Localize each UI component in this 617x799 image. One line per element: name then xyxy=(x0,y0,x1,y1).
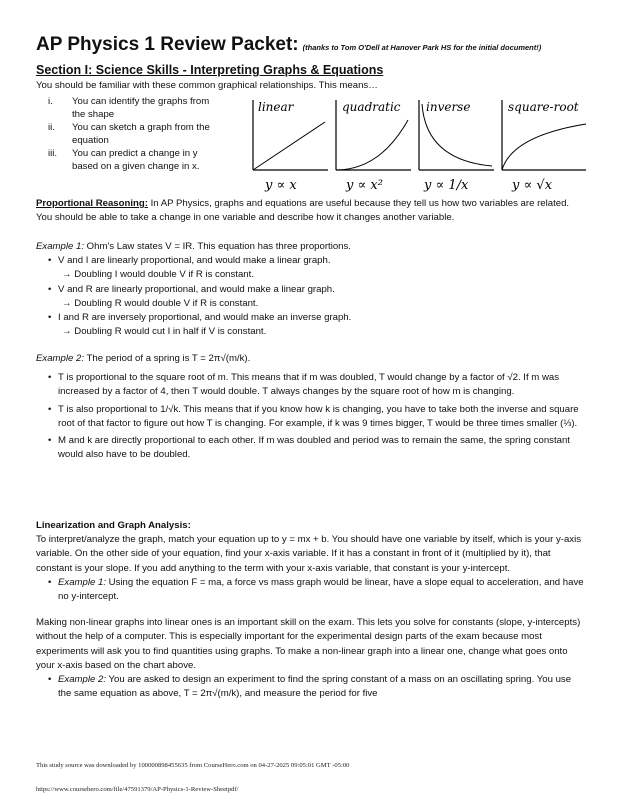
footer-url[interactable]: https://www.coursehero.com/file/47591379/AP-Physics-1-Review-Sheetpdf/ xyxy=(36,786,239,793)
graph-linear xyxy=(253,100,328,193)
example1-section: Example 1: Ohm's Law states V = IR. This equation has three proportions. • V and I are linearly proportional, and would make a linear graph. → Doubling I would double V if R is constant. • V and R are linearly proportional, and would make a linear graph. → Doubling R would double V if R is constant. • I and R are inversely proportional, and would make an inverse graph. → Doubling R would cut I in half if V is constant. xyxy=(36,240,584,339)
list-item: • T is proportional to the square root of m. This means that if m was doubled, T would change by a factor of √2. If m was increased by a factor of 4, then T would double. T always changes by the square root of how m is changing. xyxy=(48,371,584,399)
quadratic-curve xyxy=(336,120,408,170)
list-item: • V and R are linearly proportional, and would make a linear graph. → Doubling R would double V if R is constant. xyxy=(48,283,584,311)
example2-label: Example 2: xyxy=(36,353,84,364)
graph-formula: y ∝ 1/x xyxy=(424,178,469,193)
list-item: ii. You can sketch a graph from the equation xyxy=(48,122,210,146)
graph-label: square-root xyxy=(508,100,579,114)
linearization-paragraph2: Making non-linear graphs into linear ones is an important skill on the exam. This lets you solve for constants (slope, y-intercepts) without the help of a computer. This is especially important for the experimental design parts of the exam because most experiments will ask you to find quantities using graphs. To make a non-linear graph into a linear one, change what goes onto your x-axis based on the chart above. xyxy=(36,617,581,671)
graph-quadratic xyxy=(336,100,411,193)
section-heading: Section I: Science Skills - Interpreting Graphs & Equations xyxy=(36,63,384,77)
proportional-paragraph: Proportional Reasoning: In AP Physics, graphs and equations are useful because they tell us how two variables are related. You should be able to take a change in one variable and describe how it changes another variable. xyxy=(36,198,570,224)
example2-section: Example 2: The period of a spring is T = 2π√(m/k). • T is proportional to the square root of m. This means that if m was doubled, T would change by a factor of √2. If m was increased by a factor of 4, then T would double. T always changes by the square root of how m is changing. • T is also proportional to 1/√k. This means that if you know how k is changing, you have to take both the inverse and square root of that factor to figure out how T is changing. For example, if k was 9 times bigger, T would be three times smaller (⅓). • M and k are directly proportional to each other. If m was doubled and period was to remain the same, the spring constant would also have to be doubled. xyxy=(36,352,584,462)
list-item: • V and I are linearly proportional, and would make a linear graph. → Doubling I would double V if R is constant. xyxy=(48,254,584,282)
graph-label: linear xyxy=(258,100,294,114)
list-item: • Example 1: Using the equation F = ma, a force vs mass graph would be linear, have a slope equal to acceleration, and have no y-intercept. xyxy=(48,576,584,604)
intro-text: You should be familiar with these common graphical relationships. This means… xyxy=(36,80,378,91)
graph-inverse xyxy=(419,100,494,193)
graph-formula: y ∝ x xyxy=(265,178,297,193)
footer-source: This study source was downloaded by 100000898455635 from CourseHero.com on 04-27-2025 09:05:01 GMT -05:00 xyxy=(36,762,350,769)
proportional-heading: Proportional Reasoning: xyxy=(36,198,148,209)
title-credit: (thanks to Tom O'Dell at Hanover Park HS for the initial document!) xyxy=(302,43,542,52)
list-item: • M and k are directly proportional to each other. If m was doubled and period was to remain the same, the spring constant would also have to be doubled. xyxy=(48,434,584,462)
page-title: AP Physics 1 Review Packet: (thanks to Tom O'Dell at Hanover Park HS for the initial document!) xyxy=(36,34,542,55)
linearization-text: To interpret/analyze the graph, match your equation up to y = mx + b. You should have one variable by itself, which is your y-axis variable. On the other side of your equation, find your x-axis variable. If it has a constant in front of it (multiplied by it), that constant is your slope. If you add anything to the term with your x-axis variable, that constant is your y-intercept. xyxy=(36,534,582,574)
graph-formula: y ∝ √x xyxy=(512,178,553,193)
graph-square-root xyxy=(502,100,586,193)
linearization-section xyxy=(36,519,584,701)
example1-label: Example 1: xyxy=(36,241,84,252)
graph-formula: y ∝ x² xyxy=(346,178,383,193)
list-item: • I and R are inversely proportional, and would make an inverse graph. → Doubling R would cut I in half if V is constant. xyxy=(48,311,584,339)
skills-list xyxy=(48,95,243,173)
linearization-heading: Linearization and Graph Analysis: xyxy=(36,520,191,531)
graph-label: inverse xyxy=(426,100,471,114)
list-item: • T is also proportional to 1/√k. This means that if you know how k is changing, you have to take both the inverse and square root of that factor to figure out how T is changing. For example, if k was 9 times bigger, T would be three times smaller (⅓). xyxy=(48,403,584,431)
list-item: • Example 2: You are asked to design an experiment to find the spring constant of a mass on an oscillating spring. You use the same equation as above, T = 2π√(m/k), and measure the period for five xyxy=(48,673,584,701)
graph-label: quadratic xyxy=(342,100,401,114)
linear-curve xyxy=(253,122,325,170)
list-item: iii. You can predict a change in y based on a given change in x. xyxy=(48,148,200,172)
list-item: i. You can identify the graphs from the shape xyxy=(48,96,210,120)
relationship-graphs xyxy=(250,98,590,194)
square-root-curve xyxy=(502,124,586,170)
